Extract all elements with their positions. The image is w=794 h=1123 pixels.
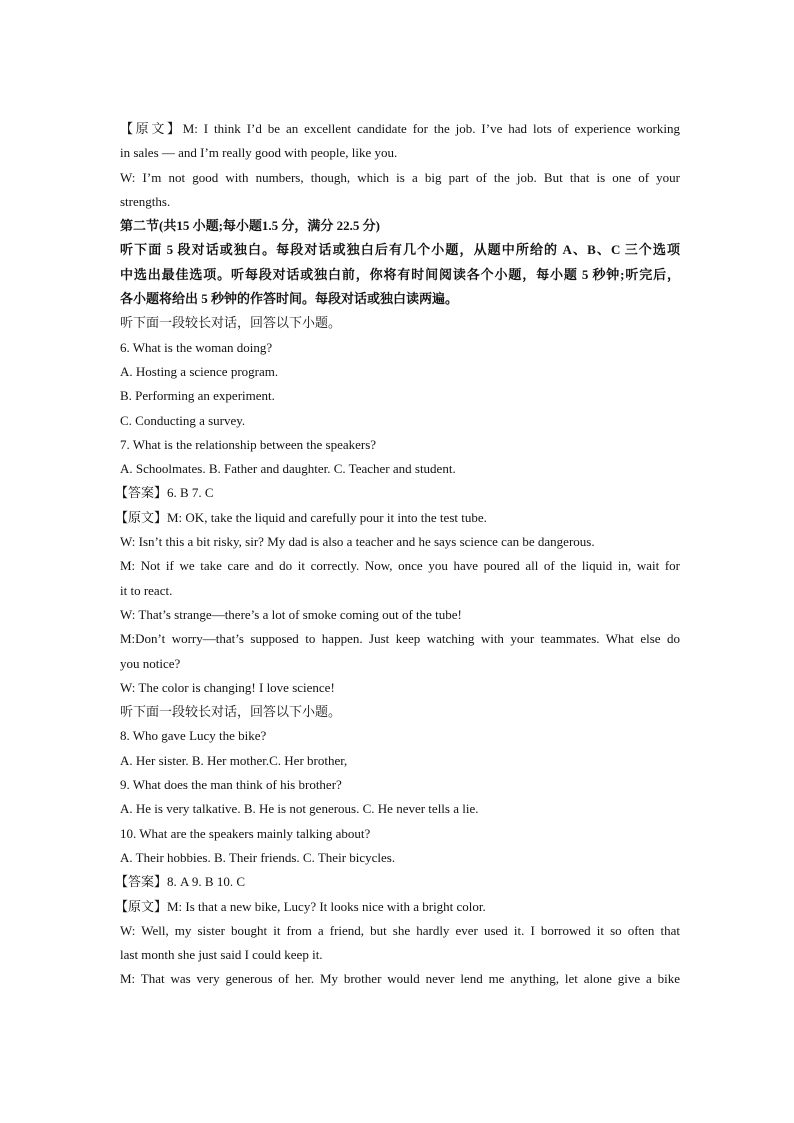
text-line: B. Performing an experiment. xyxy=(120,388,275,404)
text-line: M: Not if we take care and do it correctly. Now, once you have poured all of the liquid in, wait for xyxy=(120,558,680,574)
text-line: W: Isn’t this a bit risky, sir? My dad is also a teacher and he says science can be dangerous. xyxy=(120,534,595,550)
text-line: W: I’m not good with numbers, though, which is a big part of the job. But that is one of your xyxy=(120,169,680,185)
text-line: 听下面 5 段对话或独白。每段对话或独白后有几个小题，从题中所给的 A、B、C 三个选项 xyxy=(120,242,680,258)
text-line: A. He is very talkative. B. He is not generous. C. He never tells a lie. xyxy=(120,801,479,817)
text-line: 【原文】M: Is that a new bike, Lucy? It looks nice with a bright color. xyxy=(115,898,486,914)
text-line: 7. What is the relationship between the speakers? xyxy=(120,436,377,452)
text-line: 第二节(共15 小题;每小题1.5 分，满分 22.5 分) xyxy=(120,218,380,234)
text-line: you notice? xyxy=(120,655,181,671)
text-line: last month she just said I could keep it. xyxy=(120,947,323,963)
text-line: 【答案】8. A 9. B 10. C xyxy=(115,874,246,890)
text-line: in sales — and I’m really good with people, like you. xyxy=(120,145,398,161)
text-line: 听下面一段较长对话，回答以下小题。 xyxy=(120,704,342,720)
text-line: 中选出最佳选项。听每段对话或独白前，你将有时间阅读各个小题，每小题 5 秒钟;听完后， xyxy=(120,266,680,282)
text-line: W: Well, my sister bought it from a friend, but she hardly ever used it. I borrowed it so often that xyxy=(120,922,680,938)
text-line: A. Their hobbies. B. Their friends. C. Their bicycles. xyxy=(120,849,396,865)
text-line: 6. What is the woman doing? xyxy=(120,339,273,355)
text-line: it to react. xyxy=(120,582,173,598)
text-line: 8. Who gave Lucy the bike? xyxy=(120,728,267,744)
text-line: strengths. xyxy=(120,193,171,209)
text-line: W: The color is changing! I love science! xyxy=(120,679,335,695)
text-line: A. Schoolmates. B. Father and daughter. C. Teacher and student. xyxy=(120,461,456,477)
document-page xyxy=(115,117,680,992)
text-line: M:Don’t worry—that’s supposed to happen. Just keep watching with your teammates. What else do xyxy=(120,631,680,647)
text-line: 【答案】6. B 7. C xyxy=(115,485,214,501)
text-line: M: That was very generous of her. My brother would never lend me anything, let alone give a bike xyxy=(120,971,680,987)
text-line: A. Hosting a science program. xyxy=(120,363,279,379)
text-line: C. Conducting a survey. xyxy=(120,412,246,428)
text-line: 【原文】M: OK, take the liquid and carefully pour it into the test tube. xyxy=(115,509,487,525)
text-line: 9. What does the man think of his brother? xyxy=(120,777,342,793)
text-line: W: That’s strange—there’s a lot of smoke coming out of the tube! xyxy=(120,606,462,622)
text-line: 各小题将给出 5 秒钟的作答时间。每段对话或独白读两遍。 xyxy=(120,291,459,307)
text-line: 【原文】M: I think I’d be an excellent candidate for the job. I’ve had lots of experience working xyxy=(120,121,680,136)
text-line: 听下面一段较长对话，回答以下小题。 xyxy=(120,315,342,331)
text-line: 10. What are the speakers mainly talking about? xyxy=(120,825,371,841)
text-line: A. Her sister. B. Her mother.C. Her brother, xyxy=(120,752,348,768)
